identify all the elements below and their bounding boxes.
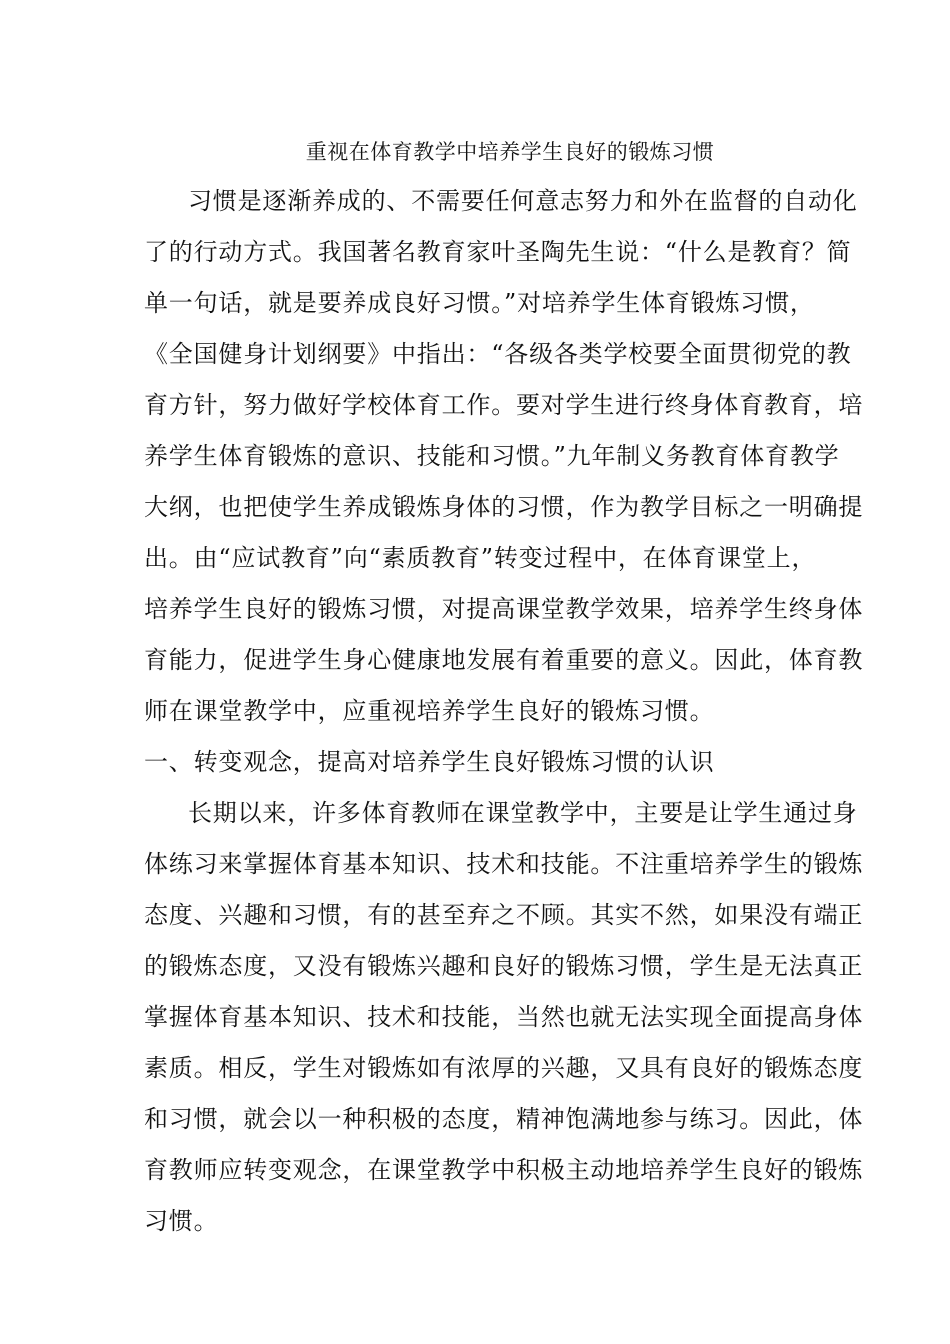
paragraph-line: 长期以来，许多体育教师在课堂教学中，主要是让学生通过身	[188, 799, 858, 827]
paragraph-line: 和习惯，就会以一种积极的态度，精神饱满地参与练习。因此，体	[144, 1105, 864, 1133]
paragraph-line: 《全国健身计划纲要》中指出：“各级各类学校要全面贯彻党的教	[144, 340, 852, 368]
paragraph-line: 养学生体育锻炼的意识、技能和习惯。”九年制义务教育体育教学	[144, 442, 840, 470]
paragraph-line: 体练习来掌握体育基本知识、技术和技能。不注重培养学生的锻炼	[144, 850, 864, 878]
paragraph-line: 大纲，也把使学生养成锻炼身体的习惯，作为教学目标之一明确提	[144, 493, 864, 521]
paragraph-line: 态度、兴趣和习惯，有的甚至弃之不顾。其实不然，如果没有端正	[144, 901, 864, 929]
paragraph-line: 出。由“应试教育”向“素质教育”转变过程中，在体育课堂上，	[144, 544, 817, 572]
paragraph-line: 习惯。	[144, 1207, 219, 1235]
section-heading: 一、转变观念，提高对培养学生良好锻炼习惯的认识	[144, 748, 715, 776]
paragraph-line: 育方针，努力做好学校体育工作。要对学生进行终身体育教育，培	[144, 391, 864, 419]
paragraph-line: 掌握体育基本知识、技术和技能，当然也就无法实现全面提高身体	[144, 1003, 864, 1031]
paragraph-line: 素质。相反，学生对锻炼如有浓厚的兴趣，又具有良好的锻炼态度	[144, 1054, 864, 1082]
paragraph-line: 习惯是逐渐养成的、不需要任何意志努力和外在监督的自动化	[188, 187, 858, 215]
paragraph-line: 师在课堂教学中，应重视培养学生良好的锻炼习惯。	[144, 697, 715, 725]
paragraph-line: 育教师应转变观念，在课堂教学中积极主动地培养学生良好的锻炼	[144, 1156, 864, 1184]
paragraph-line: 培养学生良好的锻炼习惯，对提高课堂教学效果，培养学生终身体	[144, 595, 864, 623]
paragraph-line: 育能力，促进学生身心健康地发展有着重要的意义。因此，体育教	[144, 646, 864, 674]
paragraph-line: 了的行动方式。我国著名教育家叶圣陶先生说：“什么是教育？简	[144, 238, 852, 266]
paragraph-line: 单一句话，就是要养成良好习惯。”对培养学生体育锻炼习惯，	[144, 289, 815, 317]
paragraph-line: 的锻炼态度，又没有锻炼兴趣和良好的锻炼习惯，学生是无法真正	[144, 952, 864, 980]
document-title: 重视在体育教学中培养学生良好的锻炼习惯	[305, 140, 715, 164]
